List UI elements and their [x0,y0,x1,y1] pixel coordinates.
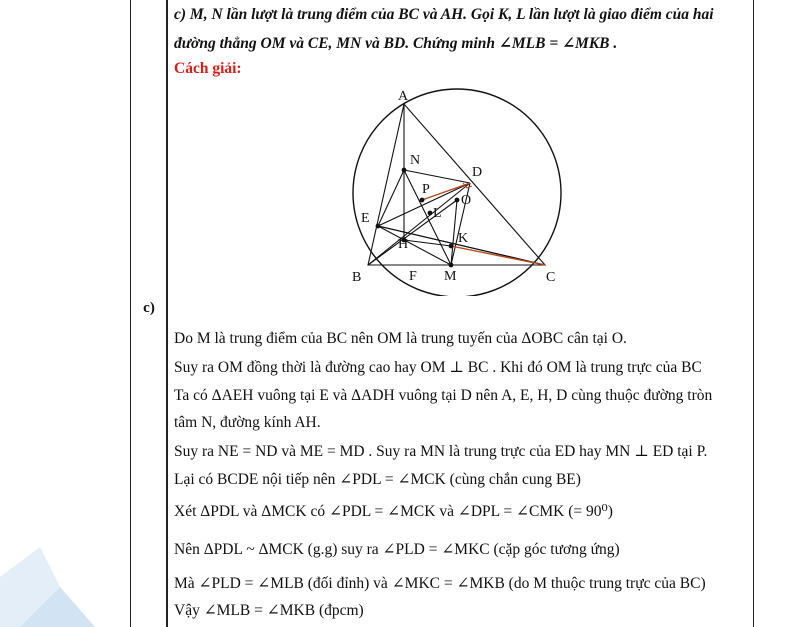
segment-me [378,226,451,265]
solution-line-1: Do M là trung điểm của BC nên OM là trung tuyến của ΔOBC cân tại O. [174,330,627,347]
label-d: D [472,165,483,180]
point-o [455,198,460,203]
solution-line-10: Vậy ∠MLB = ∠MKB (đpcm) [174,602,364,619]
part-label: c) [143,300,155,316]
label-b: B [352,270,362,285]
label-p: P [422,182,430,197]
solution-line-8: Nên ΔPDL ~ ΔMCK (g.g) suy ra ∠PLD = ∠MKC (cặp góc tương ứng) [174,541,620,558]
label-c: C [546,270,556,285]
problem-statement-line-2: đường thẳng OM và CE, MN và BD. Chứng minh ∠MLB = ∠MKB . [174,35,618,52]
decorative-corner-shape [0,487,140,627]
solution-line-5: Suy ra NE = ND và ME = MD . Suy ra MN là trung trực của ED hay MN ⊥ ED tại P. [174,443,708,460]
column-divider [166,0,168,627]
solution-line-3: Ta có ΔAEH vuông tại E và ΔADH vuông tại D nên A, E, H, D cùng thuộc đường tròn [174,387,713,404]
solution-line-7: Xét ΔPDL và ΔMCK có ∠PDL = ∠MCK và ∠DPL = ∠CMK (= 90⁰) [174,503,613,520]
point-p [420,198,425,203]
label-k: K [458,231,469,246]
label-a: A [398,89,409,104]
segment-om [451,200,457,265]
label-m: M [444,269,457,284]
point-e [376,224,381,229]
segment-ne [378,170,404,226]
solution-line-6: Lại có BCDE nội tiếp nên ∠PDL = ∠MCK (cùng chắn cung BE) [174,471,581,488]
point-k [449,244,454,249]
label-e: E [361,211,370,226]
label-f: F [409,269,417,284]
solution-line-2: Suy ra OM đồng thời là đường cao hay OM ⊥ BC . Khi đó OM là trung trực của BC [174,359,702,376]
solution-line-4: tâm N, đường kính AH. [174,414,321,431]
label-h: H [398,237,409,252]
solution-line-9: Mà ∠PLD = ∠MLB (đối đỉnh) và ∠MKC = ∠MKB (do M thuộc trung trực của BC) [174,575,706,592]
point-l [428,211,433,216]
label-l: L [433,206,442,221]
point-m [449,263,454,268]
solution-heading: Cách giải: [174,60,242,77]
segment-nd [404,170,470,183]
point-n [402,168,407,173]
geometry-figure [340,86,570,296]
label-o: O [461,193,472,208]
label-n: N [410,153,421,168]
problem-statement-line-1: c) M, N lần lượt là trung điểm của BC và AH. Gọi K, L lần lượt là giao điểm của hai [174,6,714,23]
